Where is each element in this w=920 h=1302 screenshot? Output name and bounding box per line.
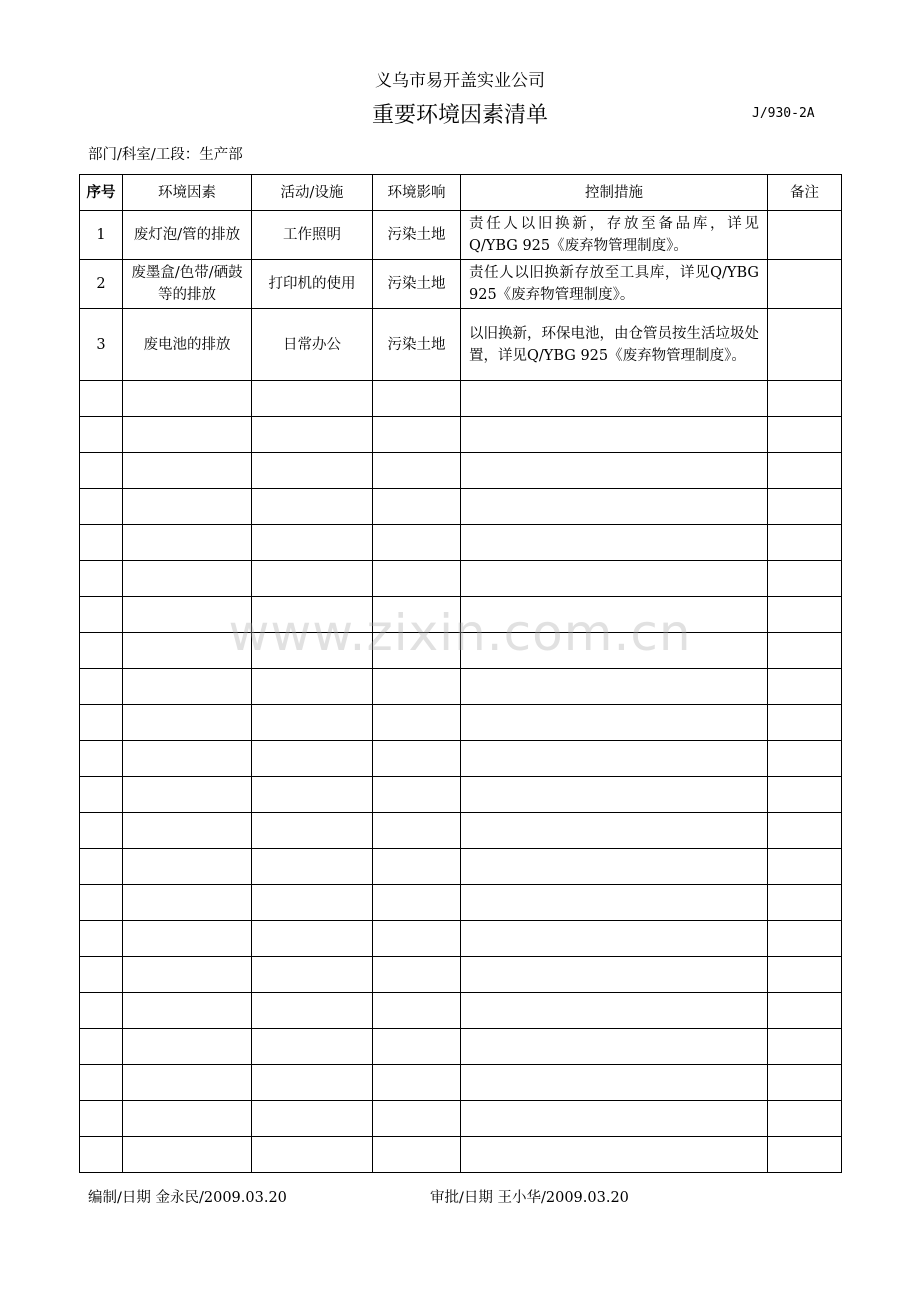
empty-cell: [80, 417, 123, 453]
empty-cell: [373, 1065, 461, 1101]
prepared-label: 编制/日期: [88, 1190, 151, 1206]
empty-table-row: [80, 993, 842, 1029]
cell-measure: 以旧换新，环保电池，由仓管员按生活垃圾处置，详见Q/YBG 925《废弃物管理制度》。: [461, 309, 768, 381]
empty-table-row: [80, 417, 842, 453]
empty-table-row: [80, 1137, 842, 1173]
empty-cell: [123, 777, 252, 813]
empty-cell: [123, 741, 252, 777]
empty-cell: [123, 1029, 252, 1065]
empty-cell: [80, 597, 123, 633]
empty-cell: [80, 705, 123, 741]
empty-cell: [373, 885, 461, 921]
document-code: J/930-2A: [752, 106, 815, 121]
empty-cell: [123, 453, 252, 489]
empty-table-row: [80, 1101, 842, 1137]
empty-cell: [373, 849, 461, 885]
cell-activity: 打印机的使用: [252, 260, 373, 309]
empty-cell: [373, 1137, 461, 1173]
empty-table-row: [80, 705, 842, 741]
empty-cell: [80, 1029, 123, 1065]
empty-cell: [80, 1101, 123, 1137]
empty-table-row: [80, 669, 842, 705]
empty-cell: [461, 957, 768, 993]
empty-cell: [123, 633, 252, 669]
empty-cell: [373, 489, 461, 525]
empty-cell: [252, 705, 373, 741]
empty-cell: [252, 777, 373, 813]
empty-cell: [373, 561, 461, 597]
empty-table-row: [80, 741, 842, 777]
empty-cell: [373, 381, 461, 417]
empty-cell: [768, 1101, 842, 1137]
empty-cell: [461, 1137, 768, 1173]
empty-cell: [123, 1065, 252, 1101]
empty-cell: [252, 561, 373, 597]
empty-cell: [768, 993, 842, 1029]
empty-cell: [768, 1029, 842, 1065]
empty-cell: [461, 381, 768, 417]
cell-note: [768, 309, 842, 381]
empty-cell: [123, 1137, 252, 1173]
empty-cell: [80, 669, 123, 705]
header-factor: 环境因素: [123, 175, 252, 211]
empty-table-row: [80, 921, 842, 957]
empty-cell: [252, 381, 373, 417]
empty-cell: [252, 453, 373, 489]
empty-table-row: [80, 525, 842, 561]
cell-measure: 责任人以旧换新存放至工具库，详见Q/YBG 925《废弃物管理制度》。: [461, 260, 768, 309]
empty-cell: [252, 1065, 373, 1101]
empty-cell: [80, 561, 123, 597]
cell-activity: 工作照明: [252, 211, 373, 260]
empty-cell: [373, 957, 461, 993]
empty-cell: [461, 1029, 768, 1065]
empty-cell: [461, 597, 768, 633]
empty-cell: [461, 885, 768, 921]
empty-cell: [80, 957, 123, 993]
empty-cell: [373, 453, 461, 489]
empty-cell: [80, 885, 123, 921]
empty-cell: [123, 705, 252, 741]
table-row: [80, 260, 842, 309]
empty-cell: [768, 669, 842, 705]
empty-cell: [252, 741, 373, 777]
empty-cell: [373, 813, 461, 849]
empty-cell: [252, 633, 373, 669]
empty-cell: [373, 777, 461, 813]
empty-cell: [768, 453, 842, 489]
empty-cell: [768, 633, 842, 669]
approved-label: 审批/日期: [430, 1190, 493, 1206]
empty-cell: [252, 1101, 373, 1137]
environmental-factors-table: [79, 174, 842, 1173]
empty-cell: [252, 669, 373, 705]
empty-cell: [768, 813, 842, 849]
empty-cell: [373, 993, 461, 1029]
empty-cell: [768, 705, 842, 741]
empty-cell: [461, 777, 768, 813]
empty-cell: [123, 489, 252, 525]
empty-cell: [768, 777, 842, 813]
empty-cell: [768, 957, 842, 993]
watermark-text: www.zixin.com.cn: [228, 604, 692, 662]
empty-cell: [252, 489, 373, 525]
empty-table-row: [80, 957, 842, 993]
empty-cell: [123, 561, 252, 597]
empty-table-row: [80, 489, 842, 525]
header-note: 备注: [768, 175, 842, 211]
table-header-row: [80, 175, 842, 211]
empty-table-row: [80, 453, 842, 489]
empty-cell: [252, 849, 373, 885]
empty-cell: [768, 849, 842, 885]
empty-table-row: [80, 561, 842, 597]
empty-cell: [123, 921, 252, 957]
empty-cell: [252, 921, 373, 957]
empty-cell: [461, 417, 768, 453]
empty-cell: [80, 1065, 123, 1101]
document-title: 重要环境因素清单: [371, 103, 548, 128]
empty-cell: [461, 525, 768, 561]
empty-cell: [461, 489, 768, 525]
empty-cell: [80, 921, 123, 957]
empty-cell: [252, 417, 373, 453]
header-measure: 控制措施: [461, 175, 768, 211]
empty-cell: [123, 813, 252, 849]
cell-factor: 废灯泡/管的排放: [123, 211, 252, 260]
empty-cell: [768, 525, 842, 561]
empty-cell: [123, 849, 252, 885]
empty-cell: [768, 1137, 842, 1173]
empty-cell: [373, 921, 461, 957]
header-impact: 环境影响: [373, 175, 461, 211]
empty-cell: [123, 1101, 252, 1137]
empty-cell: [768, 489, 842, 525]
empty-cell: [80, 489, 123, 525]
header-activity: 活动/设施: [252, 175, 373, 211]
empty-cell: [80, 633, 123, 669]
empty-cell: [768, 597, 842, 633]
cell-note: [768, 260, 842, 309]
prepared-by: [88, 1186, 287, 1207]
empty-cell: [123, 957, 252, 993]
empty-cell: [373, 1101, 461, 1137]
table-row: [80, 211, 842, 260]
empty-cell: [80, 741, 123, 777]
empty-cell: [461, 669, 768, 705]
empty-cell: [768, 381, 842, 417]
empty-cell: [461, 849, 768, 885]
cell-impact: 污染土地: [373, 260, 461, 309]
empty-cell: [123, 993, 252, 1029]
empty-cell: [80, 381, 123, 417]
empty-cell: [123, 417, 252, 453]
empty-cell: [768, 561, 842, 597]
empty-cell: [768, 921, 842, 957]
empty-cell: [768, 741, 842, 777]
empty-table-row: [80, 381, 842, 417]
empty-cell: [80, 777, 123, 813]
empty-table-row: [80, 813, 842, 849]
cell-factor: 废墨盒/色带/硒鼓等的排放: [123, 260, 252, 309]
empty-cell: [768, 417, 842, 453]
empty-cell: [80, 1137, 123, 1173]
empty-cell: [252, 957, 373, 993]
empty-cell: [461, 561, 768, 597]
empty-cell: [252, 993, 373, 1029]
cell-impact: 污染土地: [373, 309, 461, 381]
empty-cell: [768, 885, 842, 921]
cell-no: 1: [80, 211, 123, 260]
empty-cell: [80, 813, 123, 849]
empty-cell: [373, 417, 461, 453]
empty-cell: [123, 597, 252, 633]
empty-cell: [80, 525, 123, 561]
empty-cell: [373, 741, 461, 777]
cell-activity: 日常办公: [252, 309, 373, 381]
company-name: 义乌市易开盖实业公司: [375, 71, 545, 91]
empty-cell: [123, 381, 252, 417]
empty-cell: [461, 921, 768, 957]
empty-cell: [461, 1101, 768, 1137]
empty-cell: [252, 597, 373, 633]
empty-cell: [461, 813, 768, 849]
empty-cell: [461, 453, 768, 489]
empty-cell: [123, 885, 252, 921]
empty-cell: [252, 1029, 373, 1065]
header-no: 序号: [80, 175, 123, 211]
empty-cell: [80, 849, 123, 885]
empty-table-row: [80, 1065, 842, 1101]
empty-cell: [373, 597, 461, 633]
cell-factor: 废电池的排放: [123, 309, 252, 381]
empty-cell: [80, 453, 123, 489]
empty-table-row: [80, 597, 842, 633]
empty-cell: [80, 993, 123, 1029]
cell-no: 2: [80, 260, 123, 309]
empty-cell: [373, 669, 461, 705]
empty-cell: [461, 993, 768, 1029]
empty-table-row: [80, 885, 842, 921]
cell-impact: 污染土地: [373, 211, 461, 260]
empty-table-row: [80, 777, 842, 813]
empty-cell: [252, 525, 373, 561]
empty-cell: [252, 1137, 373, 1173]
empty-cell: [461, 741, 768, 777]
empty-cell: [123, 669, 252, 705]
cell-measure: 责任人以旧换新，存放至备品库，详见Q/YBG 925《废弃物管理制度》。: [461, 211, 768, 260]
department-line: 部门/科室/工段：生产部: [88, 147, 243, 163]
empty-cell: [123, 525, 252, 561]
table-row: [80, 309, 842, 381]
empty-cell: [373, 525, 461, 561]
empty-cell: [461, 1065, 768, 1101]
empty-table-row: [80, 1029, 842, 1065]
empty-table-row: [80, 849, 842, 885]
cell-no: 3: [80, 309, 123, 381]
approved-by: [430, 1186, 629, 1207]
empty-cell: [373, 1029, 461, 1065]
empty-cell: [461, 633, 768, 669]
empty-cell: [373, 705, 461, 741]
prepared-value: 金永民/2009.03.20: [155, 1190, 287, 1206]
empty-cell: [252, 885, 373, 921]
empty-cell: [768, 1065, 842, 1101]
empty-cell: [373, 633, 461, 669]
approved-value: 王小华/2009.03.20: [497, 1190, 629, 1206]
empty-cell: [461, 705, 768, 741]
empty-cell: [252, 813, 373, 849]
cell-note: [768, 211, 842, 260]
empty-table-row: [80, 633, 842, 669]
